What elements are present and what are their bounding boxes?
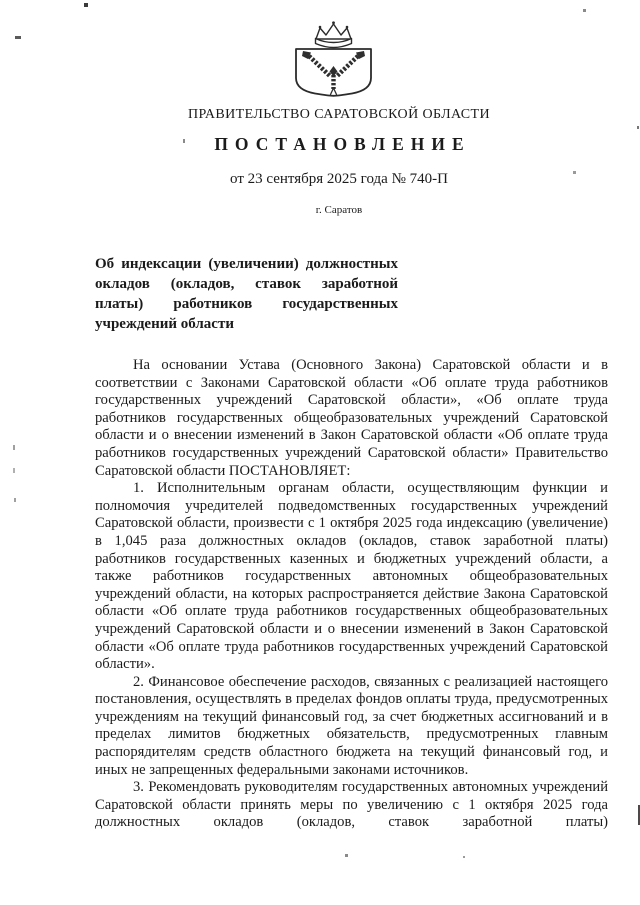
scan-speck — [637, 126, 639, 129]
paragraph-preamble: На основании Устава (Основного Закона) Саратовской области и в соответствии с Законами Саратовской области «Об оплате труда работников государственных учреждений Саратовской области», «Об оплате труда работников государственных общеобразовательных учреждений Саратовской области и о внесении изменений в Закон Саратовской области «Об оплате труда работников государственных учреждений Саратовской области» Правительство Саратовской области ПОСТАНОВЛЯЕТ: — [95, 357, 608, 479]
scan-speck — [13, 445, 15, 450]
scan-speck — [345, 854, 348, 857]
paragraph-item-1: 1. Исполнительным органам области, осуществляющим функции и полномочия учредителей подведомственных государственных учреждений Саратовской области, произвести с 1 октября 2025 года индексацию (увеличение) в 1,045 раза должностных окладов (окладов, ставок заработной платы) работников государственных казенных и бюджетных учреждений области, а также работников государственных автономных общеобразовательных учреждений области, на которых распространяется действие Закона Саратовской области «Об оплате труда работников государственных общеобразовательных учреждений Саратовской области и о внесении изменений в Закон Саратовской области «Об оплате труда работников государственных учреждений Саратовской области». — [95, 480, 608, 673]
scan-speck — [14, 498, 16, 502]
paragraph-item-3: 3. Рекомендовать руководителям государственных автономных учреждений Саратовской области принять меры по увеличению с 1 октября 2025 года должностных окладов (окладов, ставок заработной платы) — [95, 779, 608, 831]
document-body — [95, 357, 608, 832]
date-and-number-line: от 23 сентября 2025 года № 740-П — [230, 171, 448, 187]
scan-speck — [84, 3, 88, 7]
document-title: Об индексации (увеличении) должностных окладов (окладов, ставок заработной платы) работников государственных учреждений области — [95, 256, 398, 332]
document-type-heading: ПОСТАНОВЛЕНИЕ — [214, 134, 471, 154]
scan-speck — [13, 468, 15, 473]
scan-speck — [463, 856, 465, 858]
saratov-oblast-coat-of-arms-icon — [286, 20, 381, 100]
issuing-authority: ПРАВИТЕЛЬСТВО САРАТОВСКОЙ ОБЛАСТИ — [187, 107, 490, 122]
scan-speck — [15, 36, 21, 39]
scan-speck — [583, 9, 586, 12]
place-line: г. Саратов — [315, 204, 363, 216]
paragraph-item-2: 2. Финансовое обеспечение расходов, связанных с реализацией настоящего постановления, осуществлять в пределах фондов оплаты труда, предусмотренных учреждениям на текущий финансовый год, за счет бюджетных ассигнований и в пределах лимитов бюджетных обязательств, предусмотренных главным распорядителям средств областного бюджета на текущий финансовый год, и иных не запрещенных федеральными законами источников. — [95, 673, 608, 778]
